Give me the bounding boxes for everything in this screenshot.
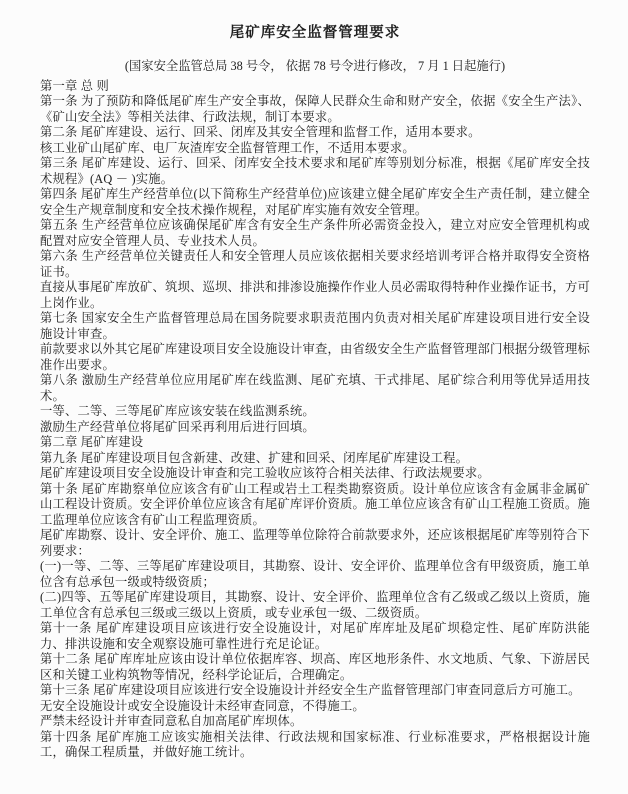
paragraph: 尾矿库建设项目安全设施设计审查和完工验收应该符合相关法律、行政法规要求。 [40, 466, 490, 480]
paragraph: 第四条 尾矿库生产经营单位(以下简称生产经营单位)应该建立健全尾矿库安全生产责任制，建立健全安全生产规章制度和安全技术操作规程，对尾矿库实施有效安全管理。 [40, 187, 590, 217]
document-body [40, 79, 590, 761]
paragraph: 尾矿库勘察、设计、安全评价、施工、监理等单位除符合前款要求外，还应该根据尾矿库等别符合下列要求： [40, 528, 590, 558]
paragraph: 第五条 生产经营单位应该确保尾矿库含有安全生产条件所必需资金投入，建立对应安全管理机构或配置对应安全管理人员、专业技术人员。 [40, 218, 590, 248]
paragraph: 前款要求以外其它尾矿库建设项目安全设施设计审查，由省级安全生产监督管理部门根据分级管理标准作出要求。 [40, 342, 590, 372]
paragraph: 第三条 尾矿库建设、运行、回采、闭库安全技术要求和尾矿库等别划分标准，根据《尾矿库安全技术规程》(AQ － )实施。 [40, 156, 590, 186]
paragraph: (一)一等、二等、三等尾矿库建设项目，其勘察、设计、安全评价、监理单位含有甲级资质，施工单位含有总承包一级或特级资质； [40, 559, 590, 589]
paragraph: 一等、二等、三等尾矿库应该安装在线监测系统。 [40, 404, 315, 418]
paragraph: 第六条 生产经营单位关键责任人和安全管理人员应该依据相关要求经培训考评合格并取得安全资格证书。 [40, 249, 590, 279]
paragraph: 第九条 尾矿库建设项目包含新建、改建、扩建和回采、闭库尾矿库建设工程。 [40, 450, 469, 465]
paragraph: 第八条 激励生产经营单位应用尾矿库在线监测、尾矿充填、干式排尾、尾矿综合利用等优异适用技术。 [40, 373, 590, 403]
paragraph: 第十一条 尾矿库建设项目应该进行安全设施设计，对尾矿库库址及尾矿坝稳定性、尾矿库防洪能力、排洪设施和安全观察设施可靠性进行充足论证。 [40, 621, 590, 651]
paragraph: (二)四等、五等尾矿库建设项目，其勘察、设计、安全评价、监理单位含有乙级或乙级以上资质，施工单位含有总承包三级或三级以上资质，或专业承包一级、二级资质。 [40, 590, 590, 620]
paragraph: 第十四条 尾矿库施工应该实施相关法律、行政法规和国家标准、行业标准要求，严格根据设计施工，确保工程质量，并做好施工统计。 [40, 729, 590, 759]
document-subtitle: (国家安全监管总局 38 号令， 依据 78 号令进行修改， 7 月 1 日起施行) [124, 59, 506, 73]
paragraph: 无安全设施设计或安全设施设计未经审查同意，不得施工。 [40, 698, 365, 713]
paragraph: 第十条 尾矿库勘察单位应该含有矿山工程或岩土工程类勘察资质。设计单位应该含有金属非金属矿山工程设计资质。安全评价单位应该含有尾矿库评价资质。施工单位应该含有矿山工程施工资质。施工监理单位应该含有矿山工程监理资质。 [40, 481, 590, 527]
paragraph: 激励生产经营单位将尾矿回采再利用后进行回填。 [40, 419, 315, 434]
paragraph: 第一条 为了预防和降低尾矿库生产安全事故，保障人民群众生命和财产安全，依据《安全生产法》、《矿山安全法》等相关法律、行政法规，制订本要求。 [40, 94, 590, 124]
paragraph: 核工业矿山尾矿库、电厂灰渣库安全监督管理工作，不适用本要求。 [40, 140, 415, 155]
paragraph: 严禁未经设计并审查同意私自加高尾矿库坝体。 [40, 714, 303, 728]
paragraph: 第十二条 尾矿库库址应该由设计单位依据库容、坝高、库区地形条件、水文地质、气象、下游居民区和关键工业构筑物等情况，经科学论证后，合理确定。 [40, 652, 590, 682]
paragraph: 第七条 国家安全生产监督管理总局在国务院要求职责范围内负责对相关尾矿库建设项目进行安全设施设计审查。 [40, 311, 590, 341]
paragraph: 第二条 尾矿库建设、运行、回采、闭库及其安全管理和监督工作，适用本要求。 [40, 125, 481, 139]
chapter-heading: 第一章 总 则 [40, 78, 110, 93]
chapter-heading: 第二章 尾矿库建设 [40, 435, 144, 449]
paragraph: 第十三条 尾矿库建设项目应该进行安全设施设计并经安全生产监督管理部门审查同意后方可施工。 [40, 683, 581, 697]
document-title: 尾矿库安全监督管理要求 [229, 25, 401, 41]
paragraph: 直接从事尾矿库放矿、筑坝、巡坝、排洪和排渗设施操作作业人员必需取得特种作业操作证书，方可上岗作业。 [40, 280, 590, 310]
